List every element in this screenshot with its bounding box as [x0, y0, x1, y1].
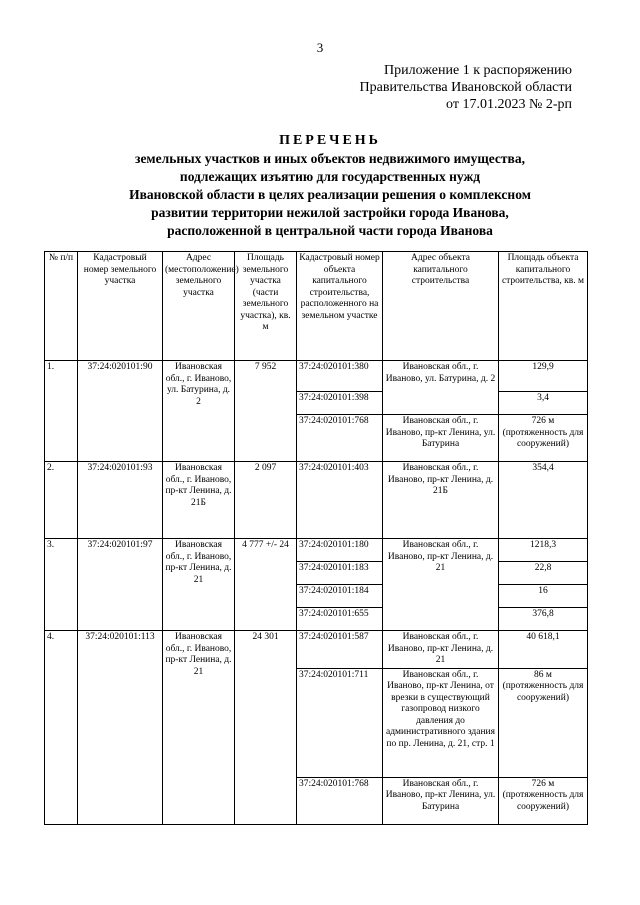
table-row — [45, 631, 588, 669]
cell-cad-obj: 37:24:020101:183 — [297, 562, 383, 585]
header-address-land: Адрес (местоположение) земельного участка — [163, 252, 235, 361]
header-address-obj: Адрес объекта капитального строительства — [383, 252, 499, 361]
subtitle-line: Ивановской области в целях реализации решения о комплексном — [129, 187, 531, 202]
cell-address-obj: Ивановская обл., г. Иваново, пр-кт Ленина, д. 21 — [383, 631, 499, 669]
cell-num: 2. — [45, 462, 78, 539]
cell-area-land: 2 097 — [235, 462, 297, 539]
cell-cad-land: 37:24:020101:97 — [78, 539, 163, 631]
cell-cad-obj: 37:24:020101:655 — [297, 608, 383, 631]
cell-address-obj: Ивановская обл., г. Иваново, ул. Батурина, д. 2 — [383, 361, 499, 415]
subtitle-line: расположенной в центральной части города Иванова — [167, 223, 493, 238]
header-area-land: Площадь земельного участка (части земельного участка), кв. м — [235, 252, 297, 361]
cell-area-obj: 129,9 — [499, 361, 588, 392]
cell-cad-obj: 37:24:020101:403 — [297, 462, 383, 539]
cell-cad-obj: 37:24:020101:768 — [297, 777, 383, 824]
appendix-line-3: от 17.01.2023 № 2-рп — [446, 97, 572, 112]
cell-area-obj: 86 м (протяженность для сооружений) — [499, 668, 588, 777]
cell-cad-obj: 37:24:020101:398 — [297, 392, 383, 415]
table-row — [45, 539, 588, 562]
table-row — [45, 361, 588, 392]
appendix-note — [360, 62, 572, 113]
cell-area-obj: 726 м (протяженность для сооружений) — [499, 777, 588, 824]
cell-cad-land: 37:24:020101:90 — [78, 361, 163, 462]
cell-cad-obj: 37:24:020101:587 — [297, 631, 383, 669]
cell-num: 1. — [45, 361, 78, 462]
cell-area-obj: 376,8 — [499, 608, 588, 631]
appendix-line-2: Правительства Ивановской области — [359, 80, 572, 95]
cell-cad-land: 37:24:020101:113 — [78, 631, 163, 825]
cell-cad-obj: 37:24:020101:184 — [297, 585, 383, 608]
property-table — [44, 251, 588, 825]
cell-address-obj: Ивановская обл., г. Иваново, пр-кт Ленина, д. 21Б — [383, 462, 499, 539]
subtitle-line: подлежащих изъятию для государственных нужд — [179, 169, 481, 184]
cell-area-obj: 1218,3 — [499, 539, 588, 562]
cell-address-land: Ивановская обл., г. Иваново, пр-кт Ленина, д. 21Б — [163, 462, 235, 539]
cell-num: 4. — [45, 631, 78, 825]
cell-area-obj: 354,4 — [499, 462, 588, 539]
cell-area-land: 24 301 — [235, 631, 297, 825]
table-row — [45, 462, 588, 539]
cell-area-obj: 3,4 — [499, 392, 588, 415]
cell-address-obj: Ивановская обл., г. Иваново, пр-кт Ленина, ул. Батурина — [383, 415, 499, 462]
subtitle-line: развитии территории нежилой застройки города Иванова, — [151, 205, 509, 220]
cell-num: 3. — [45, 539, 78, 631]
cell-address-obj: Ивановская обл., г. Иваново, пр-кт Ленина, от врезки в существующий газопровод низкого давления до административного здания по пр. Ленина, д. 21, стр. 1 — [383, 668, 499, 777]
cell-area-land: 4 777 +/- 24 — [235, 539, 297, 631]
table-header-row — [45, 252, 588, 361]
cell-cad-land: 37:24:020101:93 — [78, 462, 163, 539]
document-subtitle — [60, 150, 600, 240]
cell-area-land: 7 952 — [235, 361, 297, 462]
cell-cad-obj: 37:24:020101:768 — [297, 415, 383, 462]
header-cad-land: Кадастровый номер земельного участка — [78, 252, 163, 361]
cell-area-obj: 22,8 — [499, 562, 588, 585]
page-number: 3 — [316, 40, 324, 55]
cell-address-obj: Ивановская обл., г. Иваново, пр-кт Ленина, д. 21 — [383, 539, 499, 631]
header-area-obj: Площадь объекта капитального строительства, кв. м — [499, 252, 588, 361]
cell-cad-obj: 37:24:020101:180 — [297, 539, 383, 562]
subtitle-line: земельных участков и иных объектов недвижимого имущества, — [135, 151, 525, 166]
cell-cad-obj: 37:24:020101:711 — [297, 668, 383, 777]
cell-address-land: Ивановская обл., г. Иваново, пр-кт Ленина, д. 21 — [163, 631, 235, 825]
document-title: ПЕРЕЧЕНЬ — [279, 133, 381, 148]
cell-area-obj: 726 м (протяженность для сооружений) — [499, 415, 588, 462]
cell-area-obj: 40 618,1 — [499, 631, 588, 669]
header-cad-obj: Кадастровый номер объекта капитального строительства, расположенного на земельном участке — [297, 252, 383, 361]
header-num: № п/п — [45, 252, 78, 361]
cell-area-obj: 16 — [499, 585, 588, 608]
appendix-line-1: Приложение 1 к распоряжению — [384, 63, 572, 78]
cell-address-land: Ивановская обл., г. Иваново, ул. Батурина, д. 2 — [163, 361, 235, 462]
cell-address-land: Ивановская обл., г. Иваново, пр-кт Ленина, д. 21 — [163, 539, 235, 631]
cell-cad-obj: 37:24:020101:380 — [297, 361, 383, 392]
cell-address-obj: Ивановская обл., г. Иваново, пр-кт Ленина, ул. Батурина — [383, 777, 499, 824]
